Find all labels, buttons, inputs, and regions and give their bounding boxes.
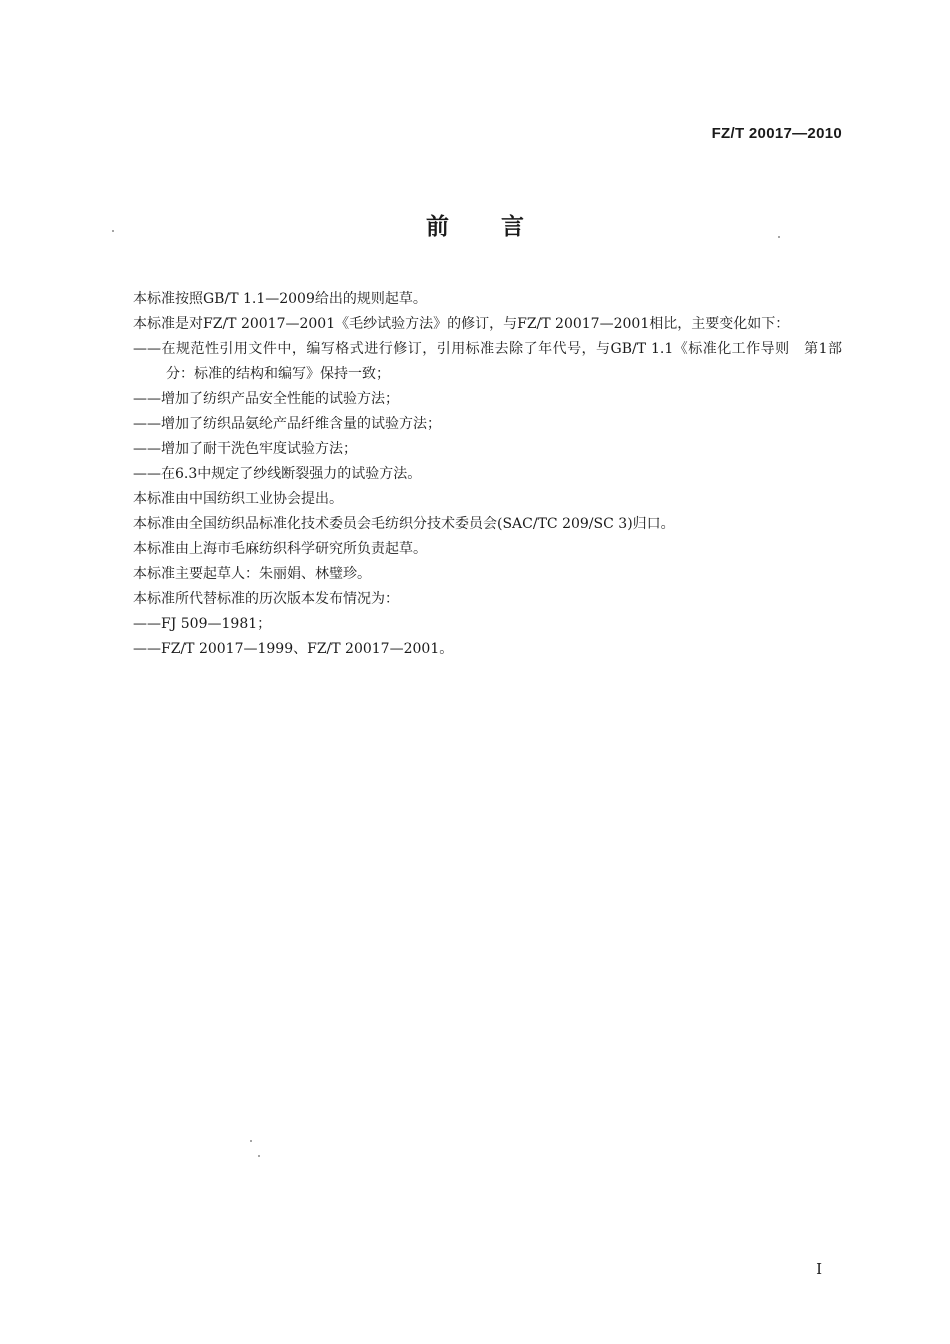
change-item-3: ——增加了纺织品氨纶产品纤维含量的试验方法； xyxy=(133,416,441,432)
change-item-1: ——在规范性引用文件中，编写格式进行修订，引用标准去除了年代号，与GB/T 1.1《标准化工作导则 第1部分：标准的结构和编写》保持一致； xyxy=(133,341,842,382)
paragraph-proposer: 本标准由中国纺织工业协会提出。 xyxy=(133,491,343,507)
change-item-4: ——增加了耐干洗色牢度试验方法； xyxy=(133,441,357,457)
paragraph-drafters: 本标准主要起草人：朱丽娟、林璧珍。 xyxy=(133,566,371,582)
scan-speck xyxy=(112,230,114,232)
change-item-5: ——在6.3中规定了纱线断裂强力的试验方法。 xyxy=(133,466,422,482)
paragraph-history-intro: 本标准所代替标准的历次版本发布情况为： xyxy=(133,591,399,607)
paragraph-revision-summary: 本标准是对FZ/T 20017—2001《毛纱试验方法》的修订，与FZ/T 20017—2001相比，主要变化如下： xyxy=(133,316,790,332)
foreword-body xyxy=(100,287,842,662)
paragraph-drafting-org: 本标准由上海市毛麻纺织科学研究所负责起草。 xyxy=(133,541,427,557)
paragraph-drafting-rules: 本标准按照GB/T 1.1—2009给出的规则起草。 xyxy=(133,291,427,307)
page-title: 前言 xyxy=(426,214,576,240)
change-item-2: ——增加了纺织产品安全性能的试验方法； xyxy=(133,391,399,407)
scan-speck xyxy=(258,1155,260,1157)
paragraph-administrator: 本标准由全国纺织品标准化技术委员会毛纺织分技术委员会(SAC/TC 209/SC 3)归口。 xyxy=(133,516,675,532)
standard-code: FZ/T 20017—2010 xyxy=(711,125,842,142)
scan-speck xyxy=(778,236,780,238)
history-item-2: ——FZ/T 20017—1999、FZ/T 20017—2001。 xyxy=(133,641,454,657)
scan-speck xyxy=(250,1140,252,1142)
page-number: I xyxy=(816,1260,822,1278)
history-item-1: ——FJ 509—1981； xyxy=(133,616,272,632)
